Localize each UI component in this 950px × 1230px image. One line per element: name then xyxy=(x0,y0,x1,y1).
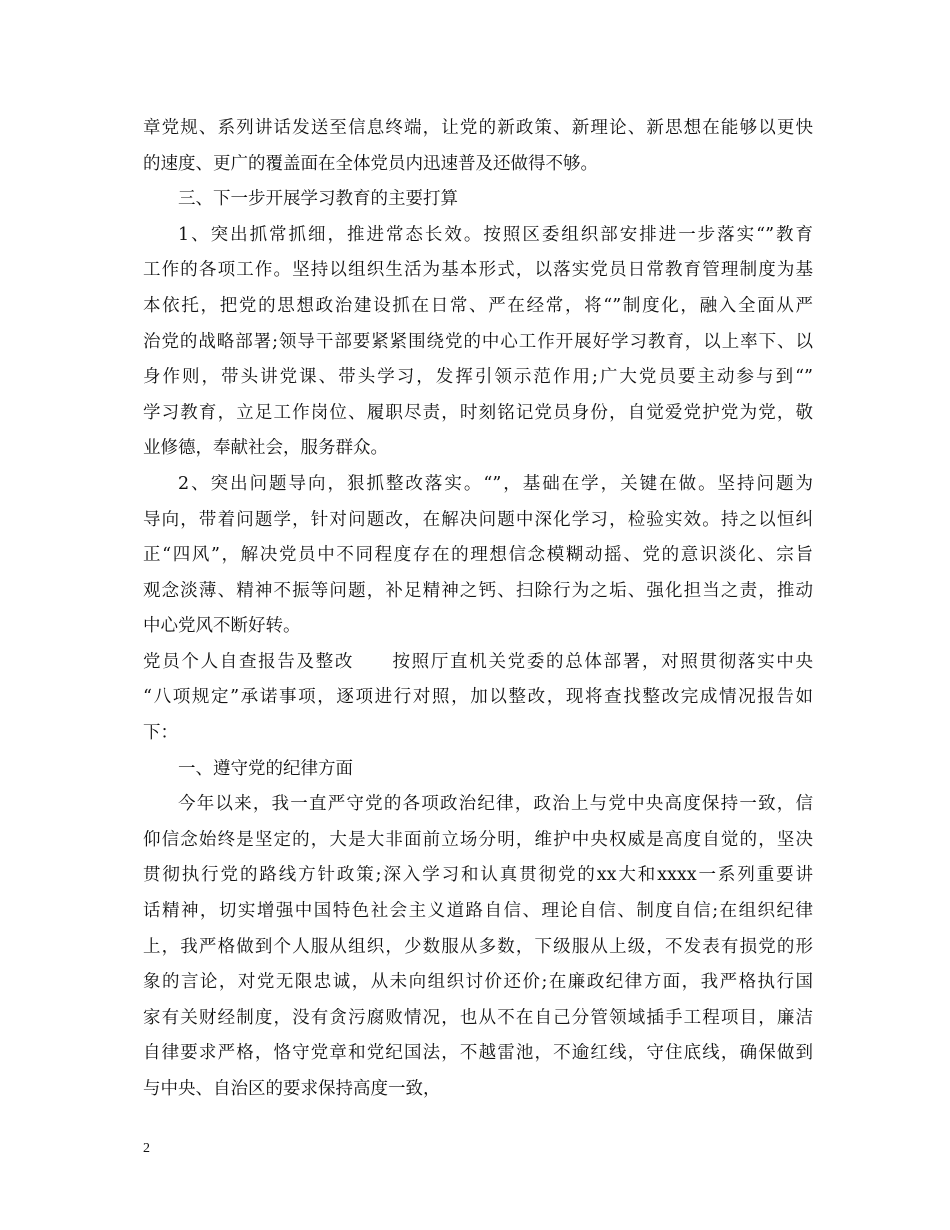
body-text-line: 中心党风不断好转。 xyxy=(143,616,301,636)
body-text-line: 正“四风”，解决党员中不同程度存在的理想信念模糊动摇、党的意识淡化、宗旨 xyxy=(143,545,813,565)
body-text-line: 下： xyxy=(143,723,178,743)
body-text-line: 自律要求严格，恪守党章和党纪国法，不越雷池，不逾红线，守住底线，确保做到 xyxy=(143,1043,813,1063)
body-text-line: 本依托，把党的思想政治建设抓在日常、严在经常，将“”制度化，融入全面从严 xyxy=(143,296,813,316)
page-number: 2 xyxy=(143,1141,150,1156)
body-text-line: 上，我严格做到个人服从组织，少数服从多数，下级服从上级，不发表有损党的形 xyxy=(143,937,813,957)
body-text-line: 象的言论，对党无限忠诚，从未向组织讨价还价;在廉政纪律方面，我严格执行国 xyxy=(143,972,813,992)
body-text-line: 身作则，带头讲党课、带头学习，发挥引领示范作用;广大党员要主动参与到“” xyxy=(143,367,813,387)
body-text-line: “八项规定”承诺事项，逐项进行对照，加以整改，现将查找整改完成情况报告如 xyxy=(143,687,813,707)
body-text-line: 章党规、系列讲话发送至信息终端，让党的新政策、新理论、新思想在能够以更快 xyxy=(143,118,813,138)
body-text-line: 话精神，切实增强中国特色社会主义道路自信、理论自信、制度自信;在组织纪律 xyxy=(143,901,813,921)
body-text-line: 2、突出问题导向，狠抓整改落实。“”，基础在学，关键在做。坚持问题为 xyxy=(178,474,813,494)
body-text-line: 业修德，奉献社会，服务群众。 xyxy=(143,438,388,458)
body-text-line: 家有关财经制度，没有贪污腐败情况，也从不在自己分管领域插手工程项目，廉洁 xyxy=(143,1008,813,1028)
body-text-line: 今年以来，我一直严守党的各项政治纪律，政治上与党中央高度保持一致，信 xyxy=(178,794,813,814)
body-text-line: 工作的各项工作。坚持以组织生活为基本形式，以落实党员日常教育管理制度为基 xyxy=(143,260,813,280)
body-text-line: 导向，带着问题学，针对问题改，在解决问题中深化学习，检验实效。持之以恒纠 xyxy=(143,510,813,530)
section-heading: 一、遵守党的纪律方面 xyxy=(178,759,353,779)
report-title-line: 党员个人自查报告及整改 按照厅直机关党委的总体部署，对照贯彻落实中央 xyxy=(143,652,813,672)
body-text-line: 治党的战略部署;领导干部要紧紧围绕党的中心工作开展好学习教育，以上率下、以 xyxy=(143,332,813,352)
body-text-line: 观念淡薄、精神不振等问题，补足精神之钙、扫除行为之垢、强化担当之责，推动 xyxy=(143,581,813,601)
body-text-line: 与中央、自治区的要求保持高度一致， xyxy=(143,1079,441,1099)
body-text-line: 的速度、更广的覆盖面在全体党员内迅速普及还做得不够。 xyxy=(143,154,598,174)
body-text-line: 仰信念始终是坚定的，大是大非面前立场分明，维护中央权威是高度自觉的，坚决 xyxy=(143,830,813,850)
section-heading: 三、下一步开展学习教育的主要打算 xyxy=(178,189,458,209)
body-text-line: 学习教育，立足工作岗位、履职尽责，时刻铭记党员身份，自觉爱党护党为党，敬 xyxy=(143,403,813,423)
body-text-line: 1、突出抓常抓细，推进常态长效。按照区委组织部安排进一步落实“”教育 xyxy=(178,225,813,245)
body-text-line: 贯彻执行党的路线方针政策;深入学习和认真贯彻党的xx大和xxxx一系列重要讲 xyxy=(143,865,813,885)
